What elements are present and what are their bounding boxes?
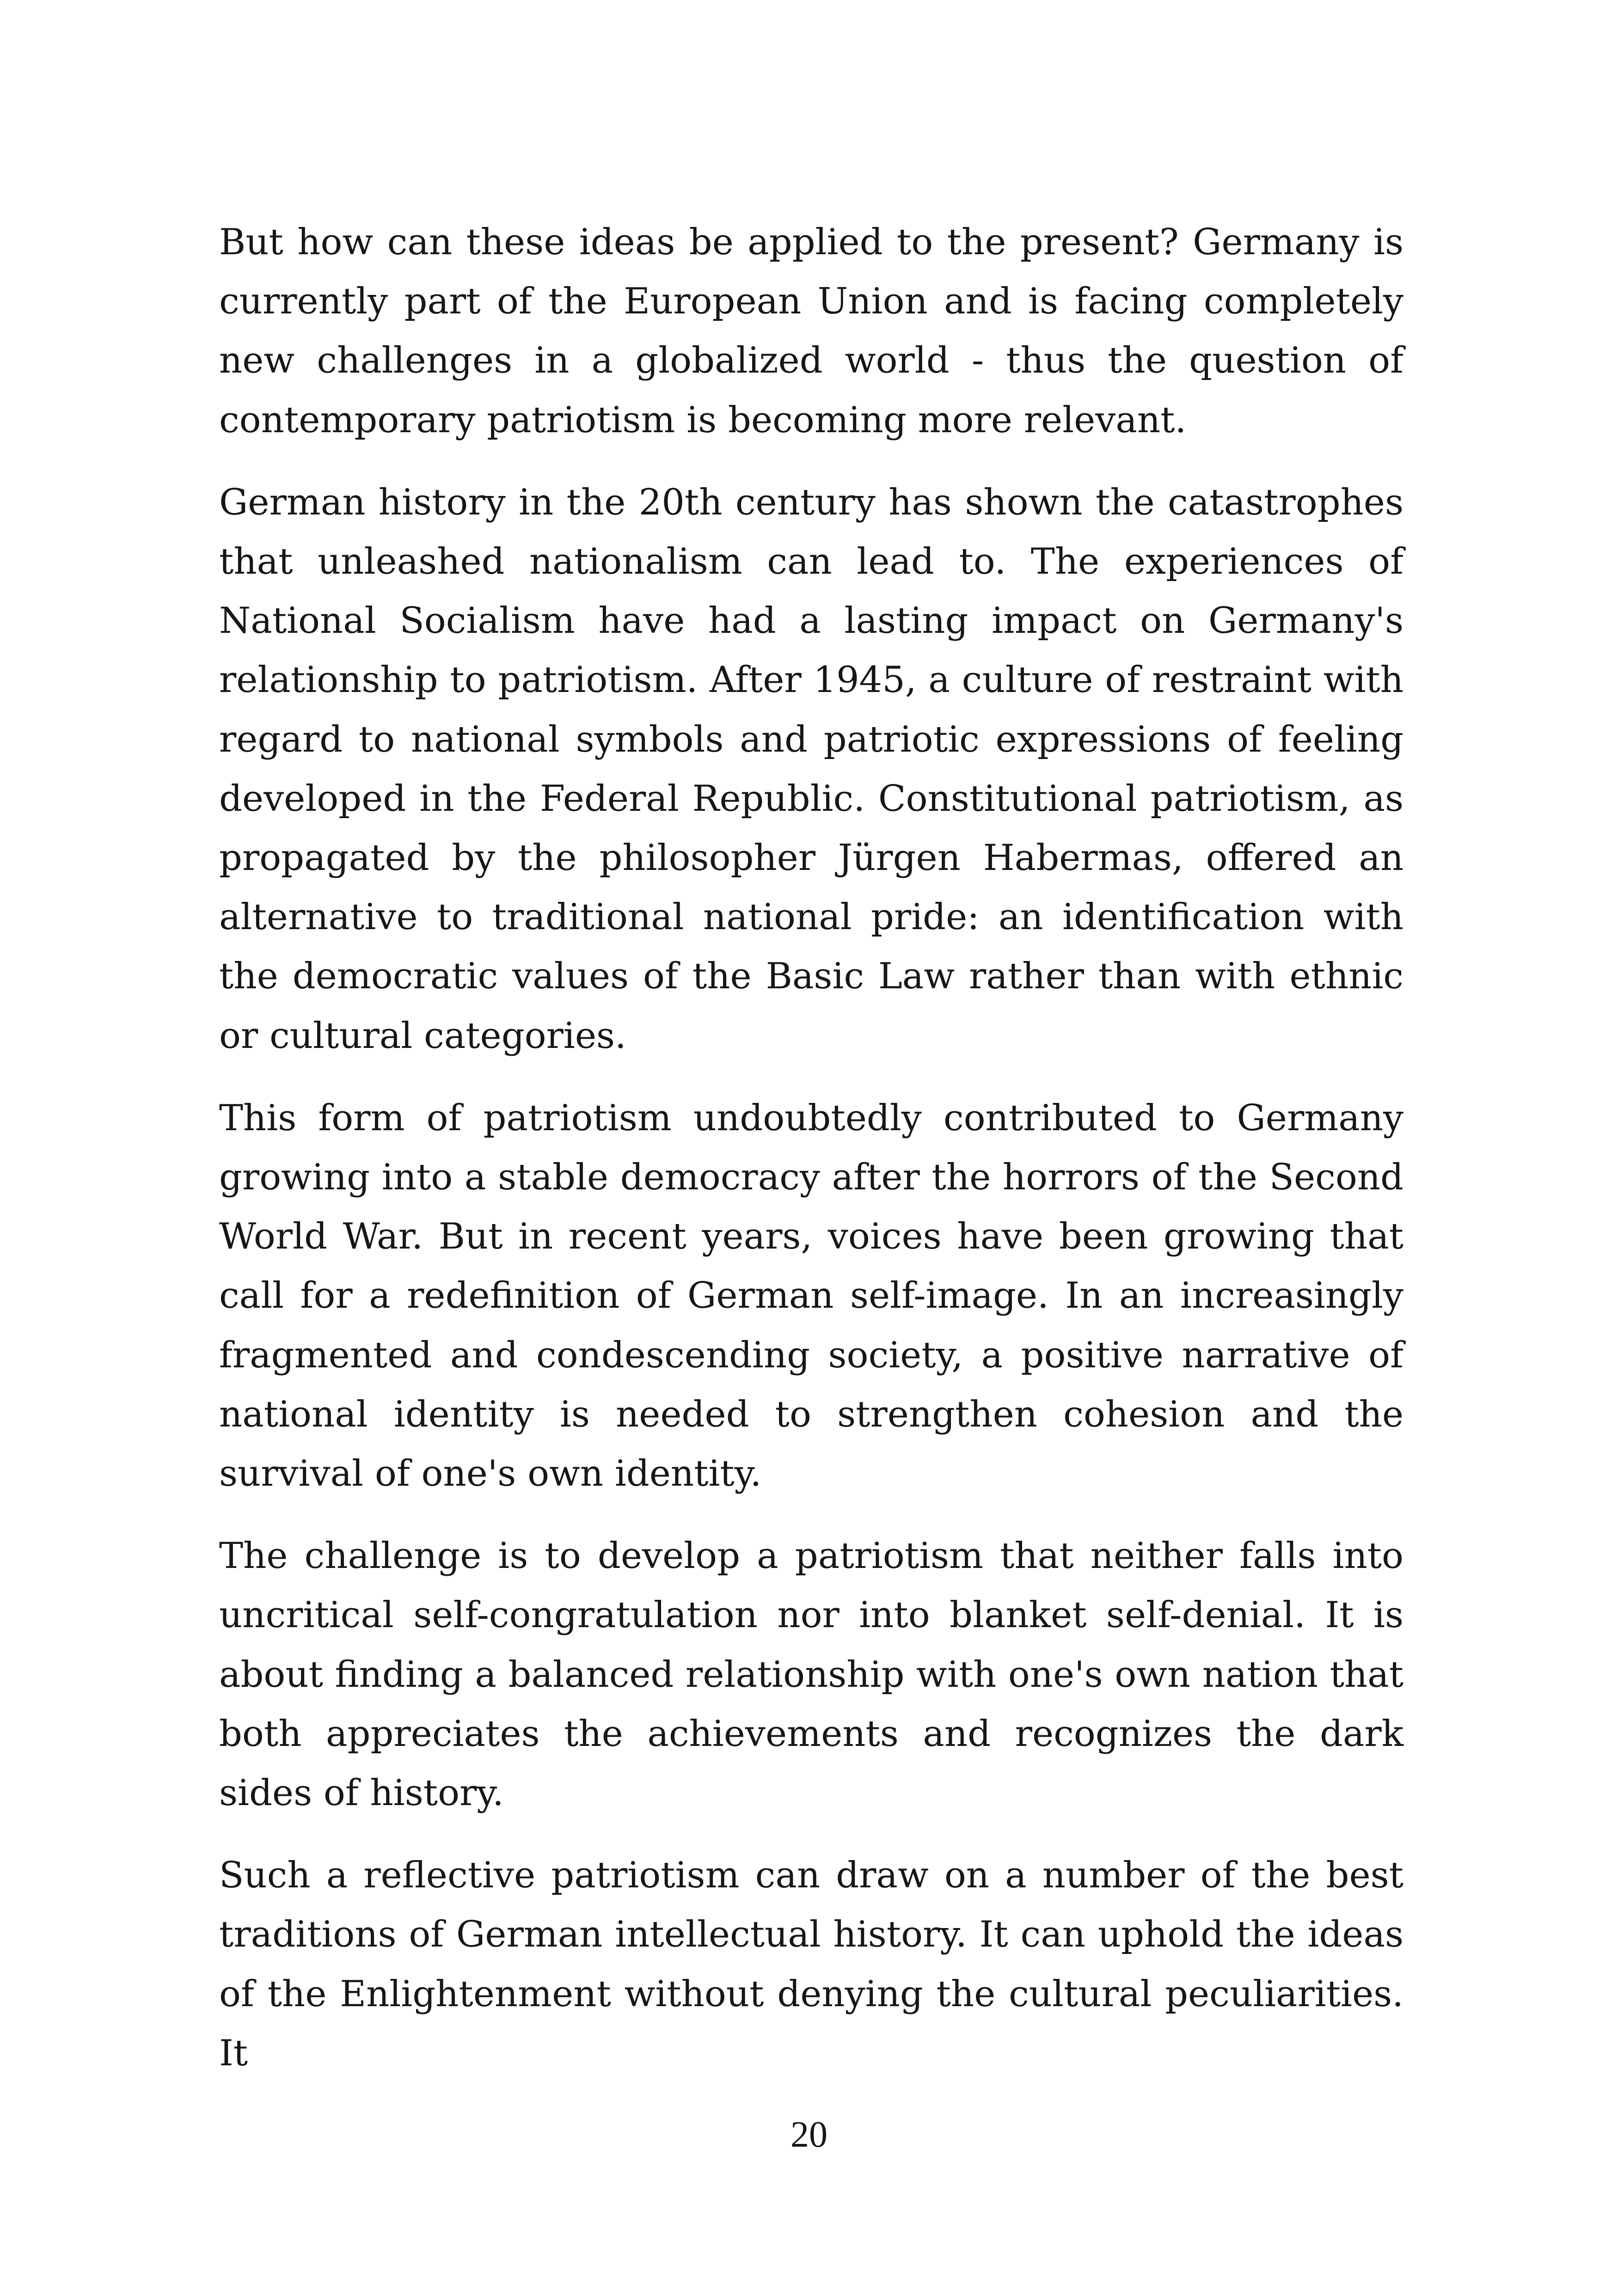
paragraph-3: This form of patriotism undoubtedly contributed to Germany growing into a stable democracy after the horrors of the Second World War. But in recent years, voices have been growing that call for a redefinition of German self-image. In an increasingly fragmented and condescending society, a positive narrative of national identity is needed to strengthen cohesion and the survival of one's own identity. [219, 1097, 1403, 1495]
paragraph-1: But how can these ideas be applied to the present? Germany is currently part of the European Union and is facing completely new challenges in a globalized world - thus the question of contemporary patriotism is becoming more relevant. [219, 221, 1403, 441]
page-number: 20 [791, 2114, 827, 2155]
body-text [219, 213, 1403, 2083]
paragraph-4: The challenge is to develop a patriotism that neither falls into uncritical self-congratulation nor into blanket self-denial. It is about finding a balanced relationship with one's own nation that both appreciates the achievements and recognizes the dark sides of history. [219, 1535, 1403, 1814]
paragraph-5: Such a reflective patriotism can draw on a number of the best traditions of German intellectual history. It can uphold the ideas of the Enlightenment without denying the cultural peculiarities. It [219, 1855, 1403, 2074]
paragraph-2: German history in the 20th century has shown the catastrophes that unleashed nationalism can lead to. The experiences of National Socialism have had a lasting impact on Germany's relationship to patriotism. After 1945, a culture of restraint with regard to national symbols and patriotic expressions of feeling developed in the Federal Republic. Constitutional patriotism, as propagated by the philosopher Jürgen Habermas, offered an alternative to traditional national pride: an identification with the democratic values of the Basic Law rather than with ethnic or cultural categories. [219, 481, 1403, 1057]
